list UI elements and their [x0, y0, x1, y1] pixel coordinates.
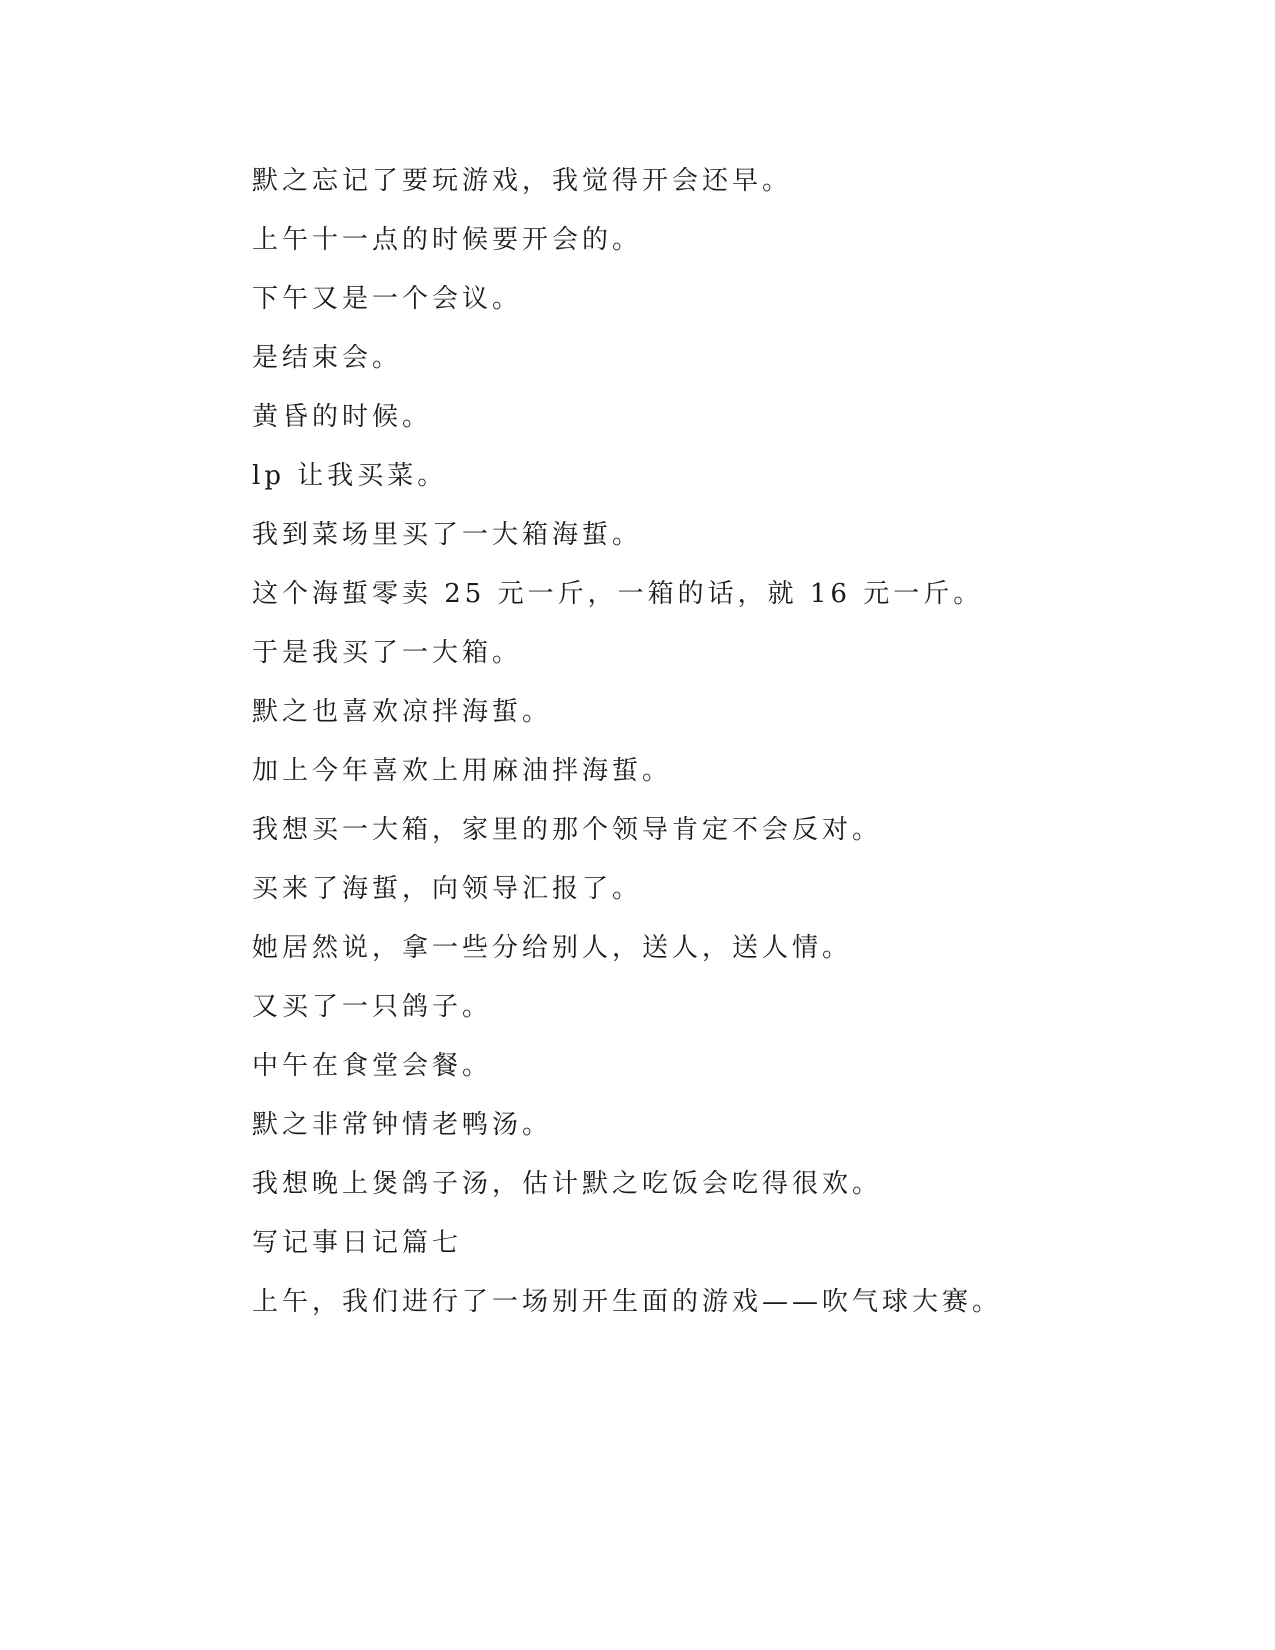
paragraph-line: 是结束会。 [252, 343, 403, 373]
paragraph-line: 上午，我们进行了一场别开生面的游戏——吹气球大赛。 [252, 1287, 1003, 1317]
paragraph-line: 她居然说，拿一些分给别人，送人，送人情。 [252, 933, 853, 963]
paragraph-line: 默之也喜欢凉拌海蜇。 [252, 697, 553, 727]
paragraph-line: 上午十一点的时候要开会的。 [252, 225, 643, 255]
section-heading: 写记事日记篇七 [252, 1228, 463, 1258]
paragraph-line: 加上今年喜欢上用麻油拌海蜇。 [252, 756, 673, 786]
paragraph-line: 我想买一大箱，家里的那个领导肯定不会反对。 [252, 815, 883, 845]
paragraph-line: 下午又是一个会议。 [252, 284, 523, 314]
paragraph-line: 中午在食堂会餐。 [252, 1051, 493, 1081]
paragraph-line: lp 让我买菜。 [252, 461, 448, 491]
paragraph-line: 又买了一只鸽子。 [252, 992, 493, 1022]
paragraph-line: 这个海蜇零卖 25 元一斤，一箱的话，就 16 元一斤。 [252, 579, 984, 609]
paragraph-line: 我到菜场里买了一大箱海蜇。 [252, 520, 643, 550]
paragraph-line: 默之非常钟情老鸭汤。 [252, 1110, 553, 1140]
document-body [252, 160, 1052, 1340]
paragraph-line: 我想晚上煲鸽子汤，估计默之吃饭会吃得很欢。 [252, 1169, 883, 1199]
paragraph-line: 默之忘记了要玩游戏，我觉得开会还早。 [252, 166, 793, 196]
paragraph-line: 买来了海蜇，向领导汇报了。 [252, 874, 643, 904]
paragraph-line: 黄昏的时候。 [252, 402, 433, 432]
paragraph-line: 于是我买了一大箱。 [252, 638, 523, 668]
